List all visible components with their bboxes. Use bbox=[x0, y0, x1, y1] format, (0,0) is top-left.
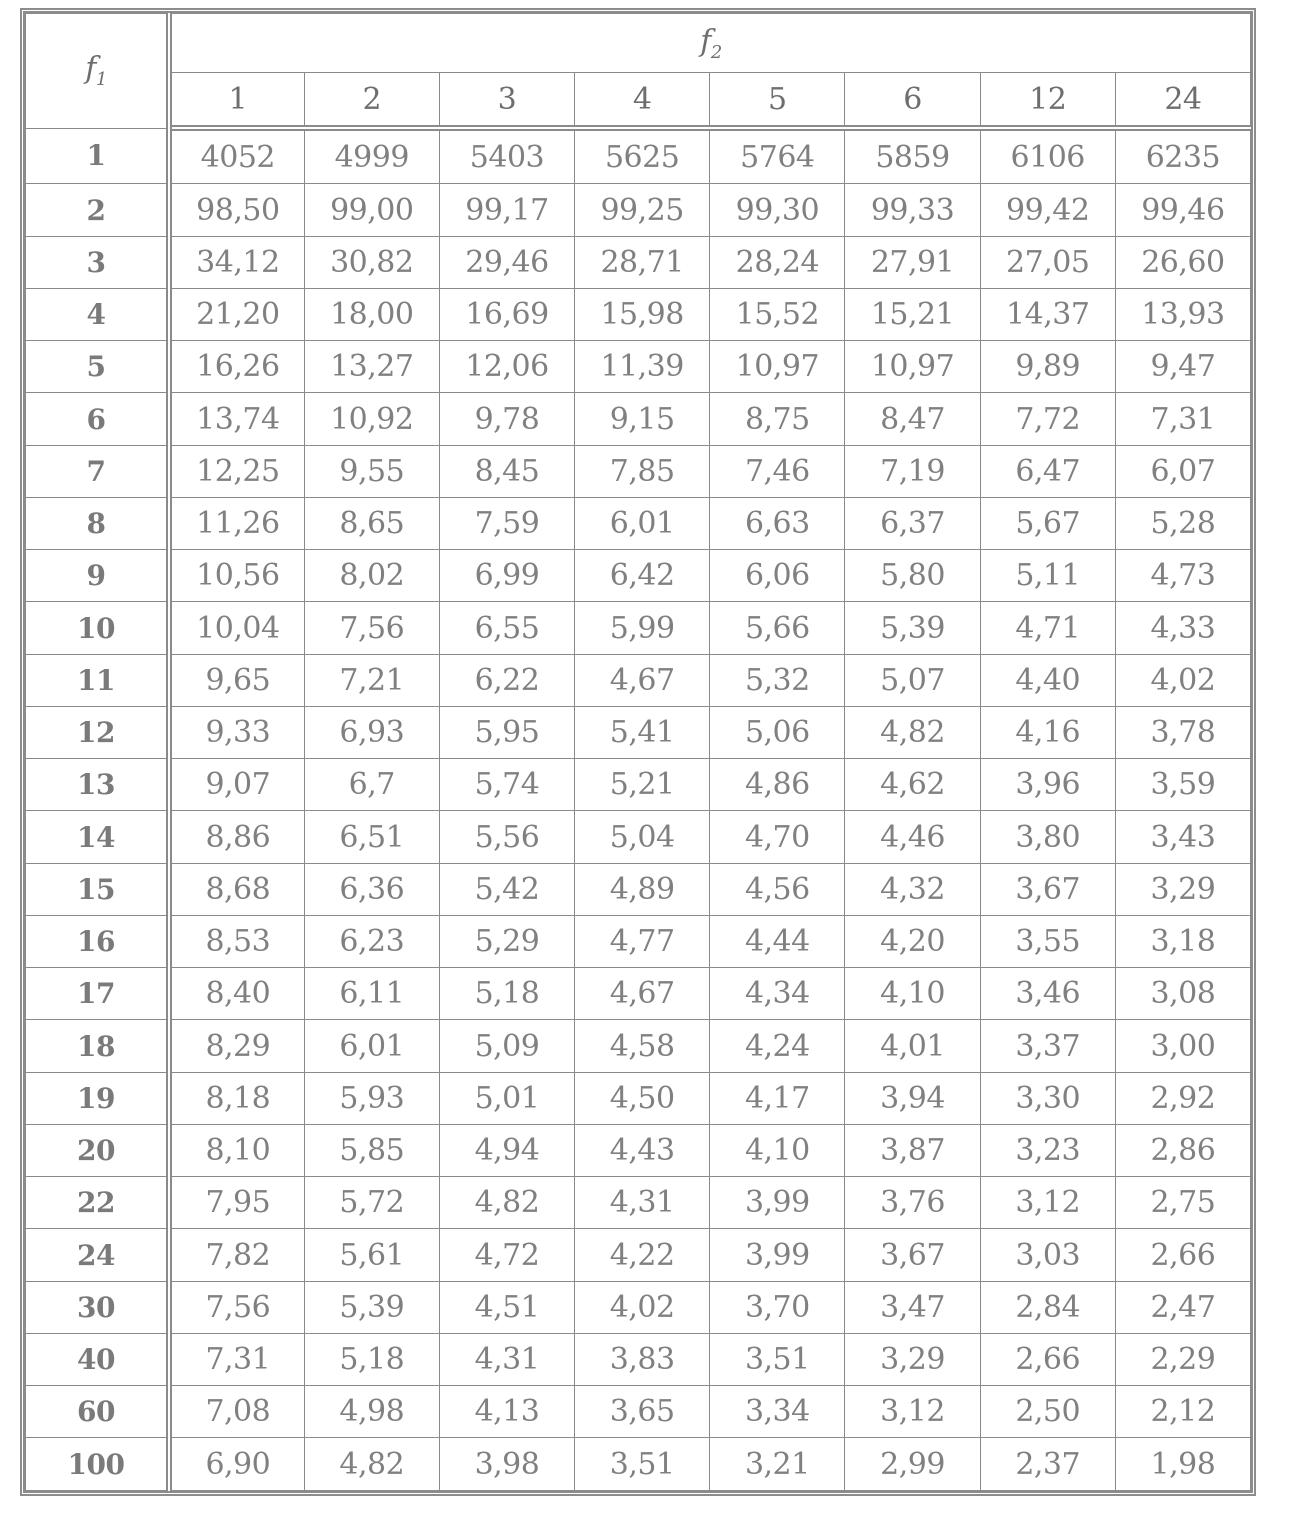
table-cell: 4,13 bbox=[439, 1386, 574, 1438]
table-cell: 3,78 bbox=[1115, 706, 1250, 758]
table-cell: 12,25 bbox=[169, 445, 304, 497]
row-header-f1: 7 bbox=[26, 445, 170, 497]
table-cell: 28,71 bbox=[575, 236, 710, 288]
table-cell: 3,46 bbox=[980, 968, 1115, 1020]
table-cell: 5403 bbox=[439, 128, 574, 184]
f2-header bbox=[169, 14, 1251, 73]
table-cell: 4,98 bbox=[304, 1386, 439, 1438]
table-cell: 99,25 bbox=[575, 184, 710, 236]
table-cell: 6,55 bbox=[439, 602, 574, 654]
table-cell: 4,10 bbox=[710, 1124, 845, 1176]
table-cell: 5,11 bbox=[980, 550, 1115, 602]
table-cell: 6,22 bbox=[439, 654, 574, 706]
table-cell: 99,30 bbox=[710, 184, 845, 236]
table-cell: 3,98 bbox=[439, 1438, 574, 1491]
table-row bbox=[26, 1281, 1251, 1333]
table-cell: 7,19 bbox=[845, 445, 980, 497]
row-header-f1: 4 bbox=[26, 288, 170, 340]
table-cell: 6,7 bbox=[304, 759, 439, 811]
table-cell: 3,30 bbox=[980, 1072, 1115, 1124]
table-cell: 3,51 bbox=[710, 1333, 845, 1385]
table-cell: 4,16 bbox=[980, 706, 1115, 758]
f-distribution-table-frame bbox=[20, 8, 1256, 1496]
table-cell: 7,85 bbox=[575, 445, 710, 497]
table-row bbox=[26, 811, 1251, 863]
row-header-f1: 30 bbox=[26, 1281, 170, 1333]
table-cell: 6,93 bbox=[304, 706, 439, 758]
table-cell: 8,02 bbox=[304, 550, 439, 602]
table-cell: 21,20 bbox=[169, 288, 304, 340]
table-cell: 3,43 bbox=[1115, 811, 1250, 863]
table-cell: 3,00 bbox=[1115, 1020, 1250, 1072]
table-cell: 8,65 bbox=[304, 497, 439, 549]
row-header-f1: 3 bbox=[26, 236, 170, 288]
table-cell: 10,97 bbox=[845, 341, 980, 393]
table-cell: 5,21 bbox=[575, 759, 710, 811]
table-cell: 5,61 bbox=[304, 1229, 439, 1281]
table-cell: 6,01 bbox=[575, 497, 710, 549]
column-header: 2 bbox=[304, 73, 439, 129]
table-cell: 13,27 bbox=[304, 341, 439, 393]
f1-header bbox=[26, 14, 170, 129]
f1-label-subscript: 1 bbox=[95, 69, 107, 91]
column-header: 3 bbox=[439, 73, 574, 129]
table-cell: 15,52 bbox=[710, 288, 845, 340]
table-cell: 5,39 bbox=[304, 1281, 439, 1333]
table-cell: 5,28 bbox=[1115, 497, 1250, 549]
table-cell: 4,32 bbox=[845, 863, 980, 915]
row-header-f1: 17 bbox=[26, 968, 170, 1020]
table-row bbox=[26, 550, 1251, 602]
table-cell: 6,23 bbox=[304, 915, 439, 967]
table-cell: 4,70 bbox=[710, 811, 845, 863]
table-cell: 6,07 bbox=[1115, 445, 1250, 497]
table-cell: 4,58 bbox=[575, 1020, 710, 1072]
table-cell: 3,94 bbox=[845, 1072, 980, 1124]
table-cell: 5,72 bbox=[304, 1177, 439, 1229]
table-cell: 27,91 bbox=[845, 236, 980, 288]
table-row bbox=[26, 341, 1251, 393]
row-header-f1: 9 bbox=[26, 550, 170, 602]
table-cell: 7,56 bbox=[169, 1281, 304, 1333]
table-cell: 2,37 bbox=[980, 1438, 1115, 1491]
table-cell: 5,07 bbox=[845, 654, 980, 706]
table-cell: 10,56 bbox=[169, 550, 304, 602]
table-cell: 3,67 bbox=[845, 1229, 980, 1281]
table-cell: 5,18 bbox=[439, 968, 574, 1020]
table-cell: 9,15 bbox=[575, 393, 710, 445]
table-cell: 12,06 bbox=[439, 341, 574, 393]
row-header-f1: 13 bbox=[26, 759, 170, 811]
table-cell: 2,47 bbox=[1115, 1281, 1250, 1333]
table-cell: 5,32 bbox=[710, 654, 845, 706]
table-row bbox=[26, 863, 1251, 915]
header-row-f2 bbox=[26, 14, 1251, 73]
table-row bbox=[26, 393, 1251, 445]
table-cell: 8,86 bbox=[169, 811, 304, 863]
table-cell: 5,85 bbox=[304, 1124, 439, 1176]
table-cell: 8,40 bbox=[169, 968, 304, 1020]
row-header-f1: 1 bbox=[26, 128, 170, 184]
row-header-f1: 18 bbox=[26, 1020, 170, 1072]
table-cell: 4,40 bbox=[980, 654, 1115, 706]
table-cell: 3,34 bbox=[710, 1386, 845, 1438]
table-cell: 3,65 bbox=[575, 1386, 710, 1438]
table-cell: 18,00 bbox=[304, 288, 439, 340]
f2-label-subscript: 2 bbox=[710, 41, 722, 63]
table-cell: 8,53 bbox=[169, 915, 304, 967]
row-header-f1: 24 bbox=[26, 1229, 170, 1281]
table-cell: 4,43 bbox=[575, 1124, 710, 1176]
table-row bbox=[26, 1333, 1251, 1385]
row-header-f1: 60 bbox=[26, 1386, 170, 1438]
table-cell: 4,22 bbox=[575, 1229, 710, 1281]
table-cell: 99,00 bbox=[304, 184, 439, 236]
table-cell: 4,31 bbox=[439, 1333, 574, 1385]
table-cell: 5,66 bbox=[710, 602, 845, 654]
column-header: 24 bbox=[1115, 73, 1250, 129]
table-cell: 4999 bbox=[304, 128, 439, 184]
table-cell: 4,33 bbox=[1115, 602, 1250, 654]
table-row bbox=[26, 1020, 1251, 1072]
table-cell: 1,98 bbox=[1115, 1438, 1250, 1491]
table-cell: 99,46 bbox=[1115, 184, 1250, 236]
table-cell: 5,93 bbox=[304, 1072, 439, 1124]
table-cell: 3,03 bbox=[980, 1229, 1115, 1281]
row-header-f1: 14 bbox=[26, 811, 170, 863]
row-header-f1: 5 bbox=[26, 341, 170, 393]
table-cell: 4,10 bbox=[845, 968, 980, 1020]
table-cell: 3,37 bbox=[980, 1020, 1115, 1072]
table-row bbox=[26, 236, 1251, 288]
table-cell: 4,02 bbox=[1115, 654, 1250, 706]
table-cell: 99,17 bbox=[439, 184, 574, 236]
table-cell: 6,11 bbox=[304, 968, 439, 1020]
table-row bbox=[26, 1386, 1251, 1438]
table-cell: 5,39 bbox=[845, 602, 980, 654]
table-row bbox=[26, 128, 1251, 184]
column-header: 12 bbox=[980, 73, 1115, 129]
table-cell: 30,82 bbox=[304, 236, 439, 288]
table-row bbox=[26, 654, 1251, 706]
table-cell: 9,89 bbox=[980, 341, 1115, 393]
table-cell: 9,65 bbox=[169, 654, 304, 706]
table-body bbox=[26, 128, 1251, 1491]
table-cell: 5,95 bbox=[439, 706, 574, 758]
table-cell: 2,99 bbox=[845, 1438, 980, 1491]
table-cell: 13,74 bbox=[169, 393, 304, 445]
table-cell: 4,46 bbox=[845, 811, 980, 863]
table-cell: 9,78 bbox=[439, 393, 574, 445]
table-cell: 9,33 bbox=[169, 706, 304, 758]
table-cell: 4,82 bbox=[304, 1438, 439, 1491]
table-row bbox=[26, 1438, 1251, 1491]
table-cell: 2,84 bbox=[980, 1281, 1115, 1333]
table-cell: 6,36 bbox=[304, 863, 439, 915]
table-cell: 3,29 bbox=[1115, 863, 1250, 915]
table-cell: 4,24 bbox=[710, 1020, 845, 1072]
row-header-f1: 100 bbox=[26, 1438, 170, 1491]
table-cell: 3,18 bbox=[1115, 915, 1250, 967]
table-cell: 4,73 bbox=[1115, 550, 1250, 602]
table-cell: 6,06 bbox=[710, 550, 845, 602]
table-cell: 8,18 bbox=[169, 1072, 304, 1124]
table-cell: 4,34 bbox=[710, 968, 845, 1020]
table-cell: 7,59 bbox=[439, 497, 574, 549]
table-row bbox=[26, 497, 1251, 549]
row-header-f1: 15 bbox=[26, 863, 170, 915]
table-cell: 3,70 bbox=[710, 1281, 845, 1333]
table-cell: 7,31 bbox=[1115, 393, 1250, 445]
table-cell: 5,99 bbox=[575, 602, 710, 654]
table-cell: 3,96 bbox=[980, 759, 1115, 811]
f2-label: f bbox=[700, 23, 711, 59]
table-header bbox=[26, 14, 1251, 129]
table-cell: 7,31 bbox=[169, 1333, 304, 1385]
table-cell: 14,37 bbox=[980, 288, 1115, 340]
row-header-f1: 22 bbox=[26, 1177, 170, 1229]
table-cell: 98,50 bbox=[169, 184, 304, 236]
table-cell: 34,12 bbox=[169, 236, 304, 288]
table-cell: 2,66 bbox=[980, 1333, 1115, 1385]
table-cell: 4,44 bbox=[710, 915, 845, 967]
table-cell: 4,86 bbox=[710, 759, 845, 811]
table-cell: 6,47 bbox=[980, 445, 1115, 497]
table-row bbox=[26, 968, 1251, 1020]
row-header-f1: 12 bbox=[26, 706, 170, 758]
column-header: 4 bbox=[575, 73, 710, 129]
table-cell: 8,10 bbox=[169, 1124, 304, 1176]
table-cell: 8,75 bbox=[710, 393, 845, 445]
table-cell: 4,94 bbox=[439, 1124, 574, 1176]
table-row bbox=[26, 759, 1251, 811]
table-cell: 2,29 bbox=[1115, 1333, 1250, 1385]
table-row bbox=[26, 1229, 1251, 1281]
table-cell: 4,82 bbox=[845, 706, 980, 758]
table-cell: 4,62 bbox=[845, 759, 980, 811]
table-cell: 5625 bbox=[575, 128, 710, 184]
table-cell: 3,83 bbox=[575, 1333, 710, 1385]
table-cell: 5,09 bbox=[439, 1020, 574, 1072]
table-cell: 4,82 bbox=[439, 1177, 574, 1229]
table-cell: 3,55 bbox=[980, 915, 1115, 967]
table-cell: 6,99 bbox=[439, 550, 574, 602]
table-cell: 4,77 bbox=[575, 915, 710, 967]
table-cell: 4,50 bbox=[575, 1072, 710, 1124]
table-cell: 3,99 bbox=[710, 1177, 845, 1229]
table-cell: 16,26 bbox=[169, 341, 304, 393]
table-cell: 9,55 bbox=[304, 445, 439, 497]
table-cell: 15,98 bbox=[575, 288, 710, 340]
table-row bbox=[26, 706, 1251, 758]
table-cell: 6,37 bbox=[845, 497, 980, 549]
table-cell: 16,69 bbox=[439, 288, 574, 340]
table-row bbox=[26, 602, 1251, 654]
table-cell: 2,92 bbox=[1115, 1072, 1250, 1124]
table-cell: 4,67 bbox=[575, 654, 710, 706]
table-cell: 11,26 bbox=[169, 497, 304, 549]
table-cell: 4,71 bbox=[980, 602, 1115, 654]
table-row bbox=[26, 288, 1251, 340]
table-cell: 15,21 bbox=[845, 288, 980, 340]
table-cell: 26,60 bbox=[1115, 236, 1250, 288]
column-header: 5 bbox=[710, 73, 845, 129]
table-cell: 29,46 bbox=[439, 236, 574, 288]
table-cell: 5,01 bbox=[439, 1072, 574, 1124]
table-cell: 10,92 bbox=[304, 393, 439, 445]
row-header-f1: 10 bbox=[26, 602, 170, 654]
table-row bbox=[26, 1124, 1251, 1176]
row-header-f1: 8 bbox=[26, 497, 170, 549]
row-header-f1: 2 bbox=[26, 184, 170, 236]
table-cell: 4,31 bbox=[575, 1177, 710, 1229]
table-row bbox=[26, 1177, 1251, 1229]
table-cell: 2,66 bbox=[1115, 1229, 1250, 1281]
table-cell: 6,63 bbox=[710, 497, 845, 549]
table-cell: 7,21 bbox=[304, 654, 439, 706]
table-cell: 8,47 bbox=[845, 393, 980, 445]
row-header-f1: 20 bbox=[26, 1124, 170, 1176]
table-cell: 7,46 bbox=[710, 445, 845, 497]
table-cell: 5,56 bbox=[439, 811, 574, 863]
row-header-f1: 19 bbox=[26, 1072, 170, 1124]
table-cell: 7,82 bbox=[169, 1229, 304, 1281]
table-cell: 7,72 bbox=[980, 393, 1115, 445]
row-header-f1: 40 bbox=[26, 1333, 170, 1385]
table-cell: 3,99 bbox=[710, 1229, 845, 1281]
table-cell: 3,23 bbox=[980, 1124, 1115, 1176]
table-cell: 4,56 bbox=[710, 863, 845, 915]
table-cell: 5,80 bbox=[845, 550, 980, 602]
table-cell: 4,89 bbox=[575, 863, 710, 915]
table-cell: 2,50 bbox=[980, 1386, 1115, 1438]
table-cell: 3,21 bbox=[710, 1438, 845, 1491]
table-cell: 4,01 bbox=[845, 1020, 980, 1072]
table-cell: 6,51 bbox=[304, 811, 439, 863]
table-cell: 99,33 bbox=[845, 184, 980, 236]
table-cell: 6,90 bbox=[169, 1438, 304, 1491]
column-header: 1 bbox=[169, 73, 304, 129]
table-cell: 9,47 bbox=[1115, 341, 1250, 393]
table-cell: 7,95 bbox=[169, 1177, 304, 1229]
f1-label: f bbox=[85, 51, 96, 87]
table-cell: 6,01 bbox=[304, 1020, 439, 1072]
table-cell: 3,59 bbox=[1115, 759, 1250, 811]
header-row-columns bbox=[26, 73, 1251, 129]
table-cell: 3,08 bbox=[1115, 968, 1250, 1020]
table-cell: 5,41 bbox=[575, 706, 710, 758]
table-cell: 11,39 bbox=[575, 341, 710, 393]
table-cell: 5,42 bbox=[439, 863, 574, 915]
table-cell: 2,86 bbox=[1115, 1124, 1250, 1176]
table-cell: 4052 bbox=[169, 128, 304, 184]
table-cell: 5,04 bbox=[575, 811, 710, 863]
table-cell: 4,51 bbox=[439, 1281, 574, 1333]
table-cell: 7,56 bbox=[304, 602, 439, 654]
table-cell: 99,42 bbox=[980, 184, 1115, 236]
table-cell: 3,12 bbox=[980, 1177, 1115, 1229]
table-cell: 2,75 bbox=[1115, 1177, 1250, 1229]
table-cell: 5,74 bbox=[439, 759, 574, 811]
table-row bbox=[26, 915, 1251, 967]
table-row bbox=[26, 184, 1251, 236]
table-cell: 27,05 bbox=[980, 236, 1115, 288]
table-cell: 3,67 bbox=[980, 863, 1115, 915]
table-cell: 8,29 bbox=[169, 1020, 304, 1072]
row-header-f1: 11 bbox=[26, 654, 170, 706]
f-distribution-table bbox=[25, 13, 1251, 1491]
table-cell: 3,47 bbox=[845, 1281, 980, 1333]
table-cell: 5,29 bbox=[439, 915, 574, 967]
column-header: 6 bbox=[845, 73, 980, 129]
table-cell: 6,42 bbox=[575, 550, 710, 602]
table-cell: 5764 bbox=[710, 128, 845, 184]
table-cell: 3,76 bbox=[845, 1177, 980, 1229]
table-cell: 10,04 bbox=[169, 602, 304, 654]
table-cell: 5,06 bbox=[710, 706, 845, 758]
table-cell: 13,93 bbox=[1115, 288, 1250, 340]
table-cell: 8,45 bbox=[439, 445, 574, 497]
table-cell: 28,24 bbox=[710, 236, 845, 288]
table-cell: 3,80 bbox=[980, 811, 1115, 863]
table-cell: 4,72 bbox=[439, 1229, 574, 1281]
table-cell: 8,68 bbox=[169, 863, 304, 915]
table-cell: 5,67 bbox=[980, 497, 1115, 549]
row-header-f1: 6 bbox=[26, 393, 170, 445]
row-header-f1: 16 bbox=[26, 915, 170, 967]
table-cell: 9,07 bbox=[169, 759, 304, 811]
table-cell: 3,29 bbox=[845, 1333, 980, 1385]
table-cell: 5859 bbox=[845, 128, 980, 184]
table-cell: 3,51 bbox=[575, 1438, 710, 1491]
table-cell: 6106 bbox=[980, 128, 1115, 184]
table-row bbox=[26, 445, 1251, 497]
table-cell: 4,17 bbox=[710, 1072, 845, 1124]
table-cell: 3,12 bbox=[845, 1386, 980, 1438]
table-cell: 5,18 bbox=[304, 1333, 439, 1385]
table-cell: 2,12 bbox=[1115, 1386, 1250, 1438]
table-cell: 10,97 bbox=[710, 341, 845, 393]
table-cell: 4,02 bbox=[575, 1281, 710, 1333]
table-cell: 4,20 bbox=[845, 915, 980, 967]
table-cell: 4,67 bbox=[575, 968, 710, 1020]
table-cell: 3,87 bbox=[845, 1124, 980, 1176]
table-cell: 7,08 bbox=[169, 1386, 304, 1438]
table-cell: 6235 bbox=[1115, 128, 1250, 184]
table-row bbox=[26, 1072, 1251, 1124]
